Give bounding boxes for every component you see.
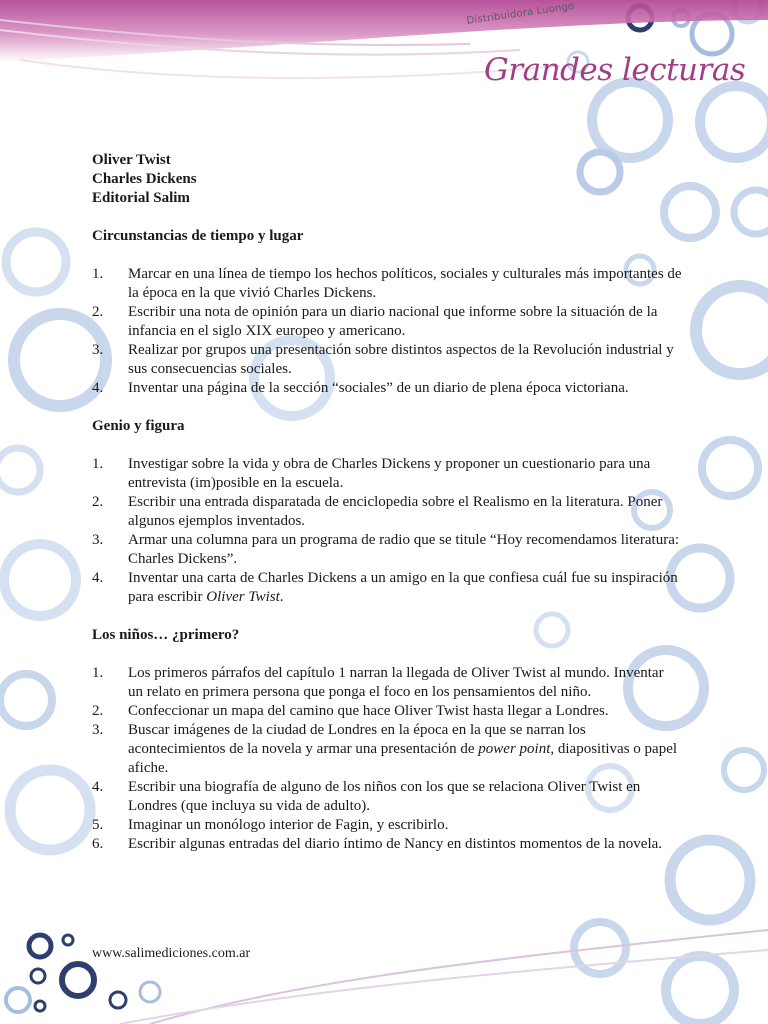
item-text: Inventar una página de la sección “sociales” de un diario de plena época victoriana. — [128, 380, 629, 396]
italic-term: power point — [478, 741, 551, 757]
ring — [696, 286, 768, 374]
item-text: Marcar en una línea de tiempo los hechos políticos, sociales y culturales más importantes de la época en la que vivió Charles Dickens. — [128, 266, 682, 301]
item-text: Realizar por grupos una presentación sobre distintos aspectos de la Revolución industrial y sus consecuencias sociales. — [128, 342, 674, 377]
item-text: Escribir una biografía de alguno de los niños con los que se relaciona Oliver Twist en Londres (que incluya su vida de adulto). — [128, 779, 641, 814]
item-text: Armar una columna para un programa de radio que se titule “Hoy recomendamos literatura: Charles Dickens”. — [128, 532, 680, 567]
ring-dark — [35, 1001, 45, 1011]
activity-list — [92, 265, 682, 398]
item-number: 4. — [92, 380, 104, 396]
activity-list — [92, 664, 682, 854]
ring — [702, 440, 758, 496]
list-item — [92, 702, 682, 721]
ring — [724, 750, 764, 790]
section-heading: Circunstancias de tiempo y lugar — [92, 228, 304, 244]
book-author: Charles Dickens — [92, 171, 197, 187]
ring — [6, 988, 30, 1012]
ring — [670, 840, 750, 920]
item-number: 3. — [92, 342, 104, 358]
ring-dark — [63, 935, 73, 945]
ring-dark — [31, 969, 45, 983]
list-item — [92, 816, 682, 835]
item-number: 6. — [92, 836, 104, 852]
item-number: 3. — [92, 722, 104, 738]
item-text: Confeccionar un mapa del camino que hace Oliver Twist hasta llegar a Londres. — [128, 703, 609, 719]
item-number: 1. — [92, 665, 104, 681]
item-number: 1. — [92, 456, 104, 472]
item-number: 2. — [92, 304, 104, 320]
item-text: Imaginar un monólogo interior de Fagin, y escribirlo. — [128, 817, 449, 833]
footer-website-link[interactable]: www.salimediciones.com.ar — [92, 946, 251, 961]
list-item — [92, 341, 682, 379]
list-item — [92, 569, 682, 607]
book-title: Oliver Twist — [92, 152, 171, 168]
list-item — [92, 778, 682, 816]
item-text-after: , diapositivas o papel afiche. — [128, 741, 678, 776]
item-number: 2. — [92, 494, 104, 510]
section-heading: Los niños… ¿primero? — [92, 627, 240, 643]
item-number: 5. — [92, 817, 104, 833]
item-text-before: Inventar una carta de Charles Dickens a un amigo en la que confiesa cuál fue su inspiración para escribir — [128, 570, 678, 605]
item-text: Escribir una nota de opinión para un diario nacional que informe sobre la situación de la infancia en el siglo XIX europeo y americano. — [128, 304, 658, 339]
ring — [0, 674, 52, 726]
distributor-label: Distribuidora Luongo — [466, 0, 575, 27]
activity-list — [92, 455, 682, 607]
list-item — [92, 493, 682, 531]
list-item — [92, 664, 682, 702]
list-item — [92, 455, 682, 493]
ring-dark — [62, 964, 94, 996]
document-body — [92, 151, 682, 854]
ring — [6, 232, 66, 292]
ring — [666, 956, 734, 1024]
item-number: 3. — [92, 532, 104, 548]
item-text: Los primeros párrafos del capítulo 1 narran la llegada de Oliver Twist al mundo. Inventar un relato en primera persona que ponga el foco en los pensamientos del niño. — [128, 665, 664, 700]
ring — [734, 190, 768, 234]
ring — [10, 770, 90, 850]
list-item — [92, 531, 682, 569]
item-text: Escribir una entrada disparatada de enciclopedia sobre el Realismo en la literatura. Poner algunos ejemplos inventados. — [128, 494, 663, 529]
ring — [140, 982, 160, 1002]
ring-dark — [110, 992, 126, 1008]
item-number: 4. — [92, 570, 104, 586]
list-item — [92, 265, 682, 303]
item-number: 1. — [92, 266, 104, 282]
item-text-before: Buscar imágenes de la ciudad de Londres en la época en la que se narran los acontecimientos de la novela y armar una presentación de — [128, 722, 586, 757]
section-heading: Genio y figura — [92, 418, 185, 434]
italic-book-title: Oliver Twist — [206, 589, 280, 605]
ring — [0, 448, 40, 492]
list-item — [92, 721, 682, 778]
item-number: 4. — [92, 779, 104, 795]
ring — [4, 544, 76, 616]
item-text-after: . — [279, 589, 284, 605]
brand-logo: Grandes lecturas — [484, 52, 746, 88]
list-item — [92, 379, 682, 398]
ring-dark — [29, 935, 51, 957]
item-text: Escribir algunas entradas del diario íntimo de Nancy en distintos momentos de la novela. — [128, 836, 663, 852]
list-item — [92, 835, 682, 854]
item-text: Investigar sobre la vida y obra de Charles Dickens y proponer un cuestionario para una entrevista (im)posible en la escuela. — [128, 456, 651, 491]
book-publisher: Editorial Salim — [92, 190, 190, 206]
list-item — [92, 303, 682, 341]
item-number: 2. — [92, 703, 104, 719]
